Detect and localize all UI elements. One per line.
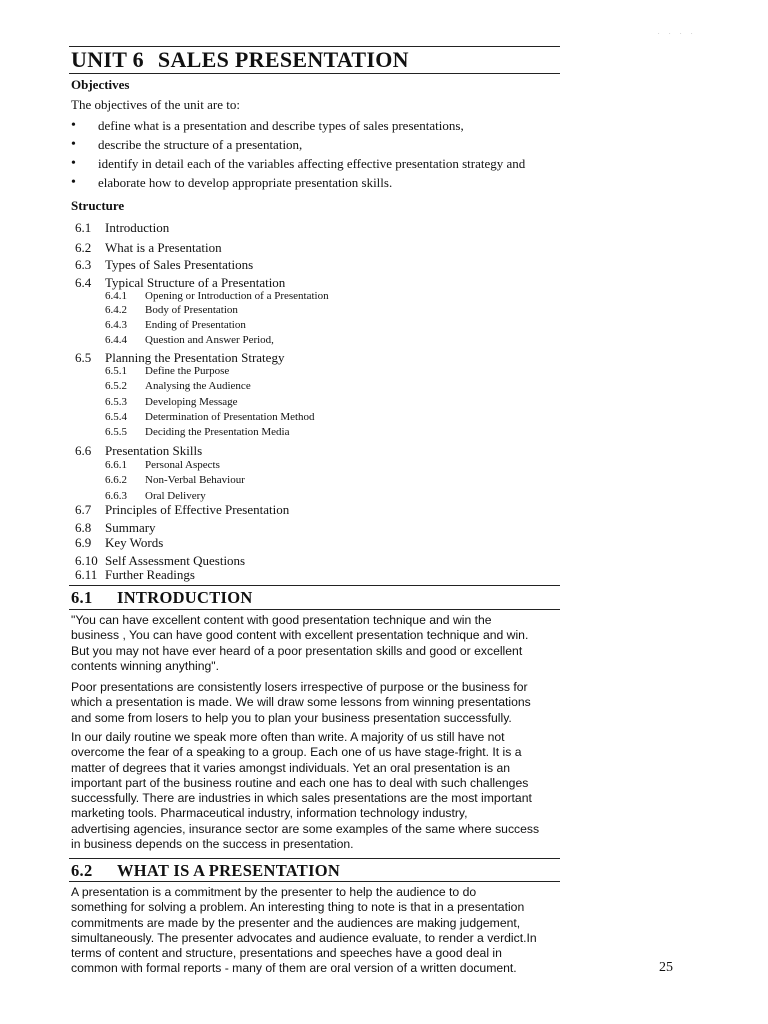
page-number: 25: [659, 960, 673, 975]
section-rule: [69, 585, 560, 586]
structure-heading: Structure: [71, 198, 125, 213]
what-is-presentation-paragraph: A presentation is a commitment by the presenter to help the audience to do something for solving a problem. An interesting thing to note is that in a presentation commitments are made by the presenter and the audiences are making judgement, simultaneously. The presenter advocates and audience evaluate, to render a verdict.In terms of content and structure, presentations and speeches have a good deal in common with formal reports - many of them are oral version of a written document.: [71, 885, 537, 976]
intro-paragraph-quote: "You can have excellent content with good presentation technique and win the business , You can have good content with excellent presentation technique and win. But you may not have ever heard of a poor presentation skills and good or excellent contents winning anything".: [71, 613, 529, 673]
objectives-heading: Objectives: [71, 77, 130, 92]
section-rule: [69, 858, 560, 859]
title-rule: [69, 73, 560, 74]
unit-name: SALES PRESENTATION: [157, 47, 409, 72]
unit-title: [71, 47, 409, 73]
objectives-intro: The objectives of the unit are to:: [71, 97, 240, 112]
section-heading-what-is-presentation: 6.2 WHAT IS A PRESENTATION: [71, 861, 341, 880]
section-rule: [69, 881, 560, 882]
intro-paragraph: In our daily routine we speak more often than write. A majority of us still have not overcome the fear of a speaking to a group. Each one of us have stage-fright. It is a matter of degrees that it varies amongst individuals. Yet an oral presentation is an important part of the business routine and each one has to deal with such challenges successfully. There are industries in which sales presentations are the most important marketing tools. Pharmaceutical industry, information technology industry, advertising agencies, insurance sector are some examples of the same where success in business depends on the success in presentation.: [71, 730, 540, 852]
page-header-mark: . . . .: [658, 30, 697, 36]
section-rule: [69, 609, 560, 610]
unit-number: UNIT 6: [71, 47, 144, 72]
intro-paragraph: Poor presentations are consistently losers irrespective of purpose or the business for which a presentation is made. We will draw some lessons from winning presentations and some from losers to help you to plan your business presentation successfully.: [71, 680, 531, 725]
section-heading-introduction: 6.1 INTRODUCTION: [71, 588, 253, 607]
